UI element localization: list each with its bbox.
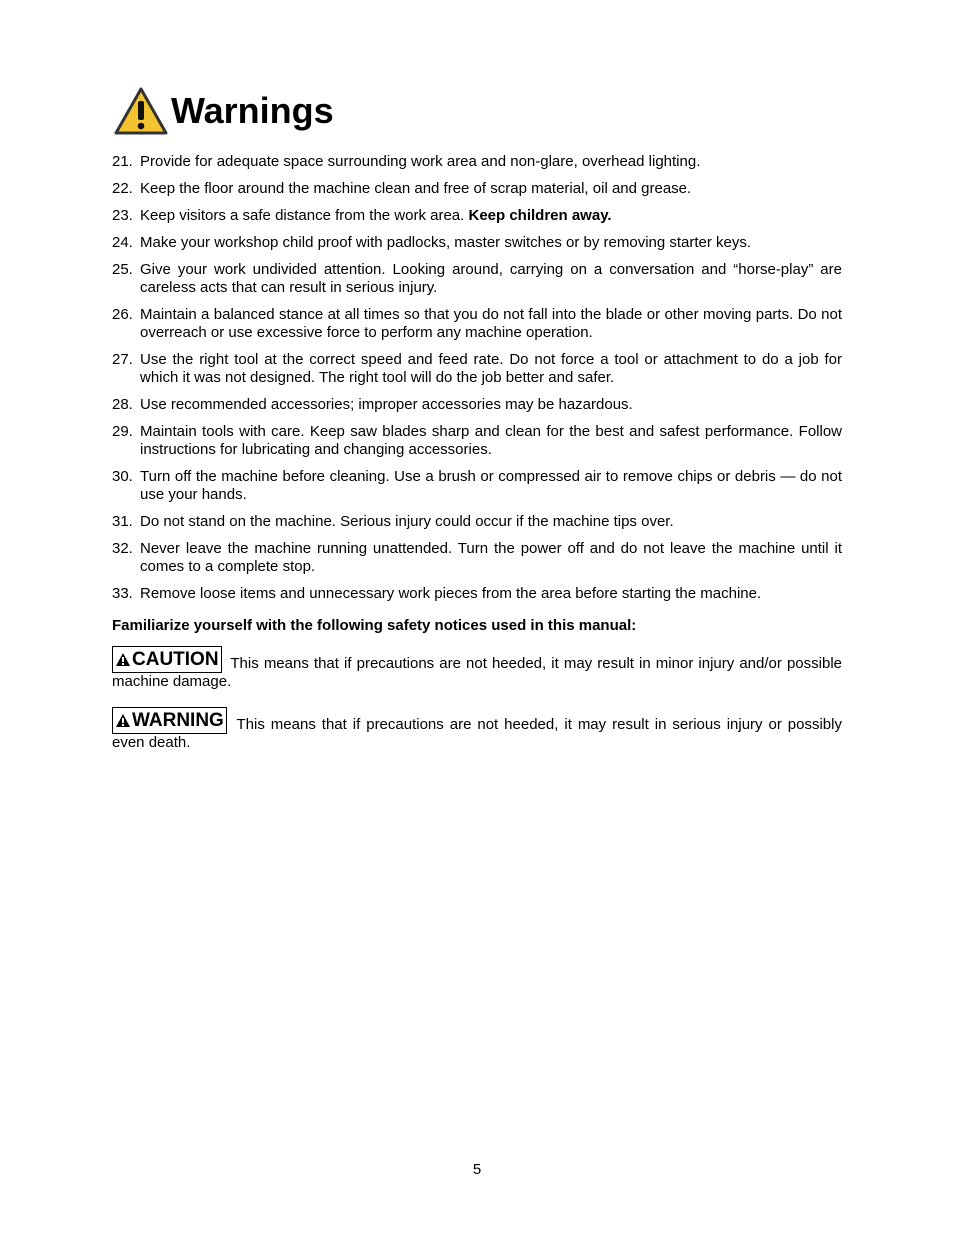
item-number: 23. [112,207,133,224]
list-item [112,306,842,342]
item-text: Maintain a balanced stance at all times so that you do not fall into the blade or other moving parts. Do not overreach or use excessive force to perform any machine operation. [140,306,842,341]
list-item [112,261,842,297]
item-number: 29. [112,423,133,440]
item-number: 25. [112,261,133,278]
item-number: 30. [112,468,133,485]
item-bold-text: Keep children away. [468,207,612,224]
item-text: Use recommended accessories; improper accessories may be hazardous. [140,396,633,413]
list-item [112,234,842,252]
item-number: 21. [112,153,133,170]
item-text: Do not stand on the machine. Serious injury could occur if the machine tips over. [140,513,674,530]
caution-label-box [112,646,222,673]
list-item [112,153,842,171]
caution-notice [112,646,842,691]
page-header [113,86,334,136]
item-text: Keep visitors a safe distance from the work area. [140,207,469,224]
item-text: Turn off the machine before cleaning. Use a brush or compressed air to remove chips or debris — do not use your hands. [140,468,842,503]
list-item [112,423,842,459]
page-title: Warnings [171,90,334,131]
item-text: Remove loose items and unnecessary work pieces from the area before starting the machine. [140,585,762,602]
safety-notices-intro: Familiarize yourself with the following safety notices used in this manual: [112,617,637,634]
item-number: 31. [112,513,133,530]
caution-label: CAUTION [132,648,219,670]
alert-triangle-icon [115,713,131,728]
list-item [112,180,842,198]
item-number: 24. [112,234,133,251]
list-item [112,468,842,504]
item-number: 28. [112,396,133,413]
caution-text: This means that if precautions are not heeded, it may result in minor injury and/or possible machine damage. [112,655,842,690]
list-item [112,540,842,576]
item-number: 27. [112,351,133,368]
warning-label: WARNING [132,709,224,731]
item-text: Maintain tools with care. Keep saw blades sharp and clean for the best and safest performance. Follow instructions for lubricating and changing accessories. [140,423,842,458]
item-text: Keep the floor around the machine clean and free of scrap material, oil and grease. [140,180,692,197]
warning-triangle-icon [113,86,169,136]
item-text: Make your workshop child proof with padlocks, master switches or by removing starter keys. [140,234,752,251]
item-text: Use the right tool at the correct speed and feed rate. Do not force a tool or attachment to do a job for which it was not designed. The right tool will do the job better and safer. [140,351,842,386]
list-item [112,207,842,225]
page-number: 5 [472,1161,482,1178]
list-item [112,585,842,603]
item-number: 33. [112,585,133,602]
list-item [112,513,842,531]
alert-triangle-icon [115,652,131,667]
warning-notice [112,707,842,752]
list-item [112,351,842,387]
item-number: 32. [112,540,133,557]
item-text: Never leave the machine running unattended. Turn the power off and do not leave the machine until it comes to a complete stop. [140,540,842,575]
warning-text: This means that if precautions are not heeded, it may result in serious injury or possibly even death. [112,716,842,751]
item-text: Provide for adequate space surrounding work area and non-glare, overhead lighting. [140,153,701,170]
warning-label-box [112,707,227,734]
list-item [112,396,842,414]
item-text: Give your work undivided attention. Looking around, carrying on a conversation and “horse-play” are careless acts that can result in serious injury. [140,261,842,296]
item-number: 22. [112,180,133,197]
item-number: 26. [112,306,133,323]
safety-rules-list [112,153,842,612]
